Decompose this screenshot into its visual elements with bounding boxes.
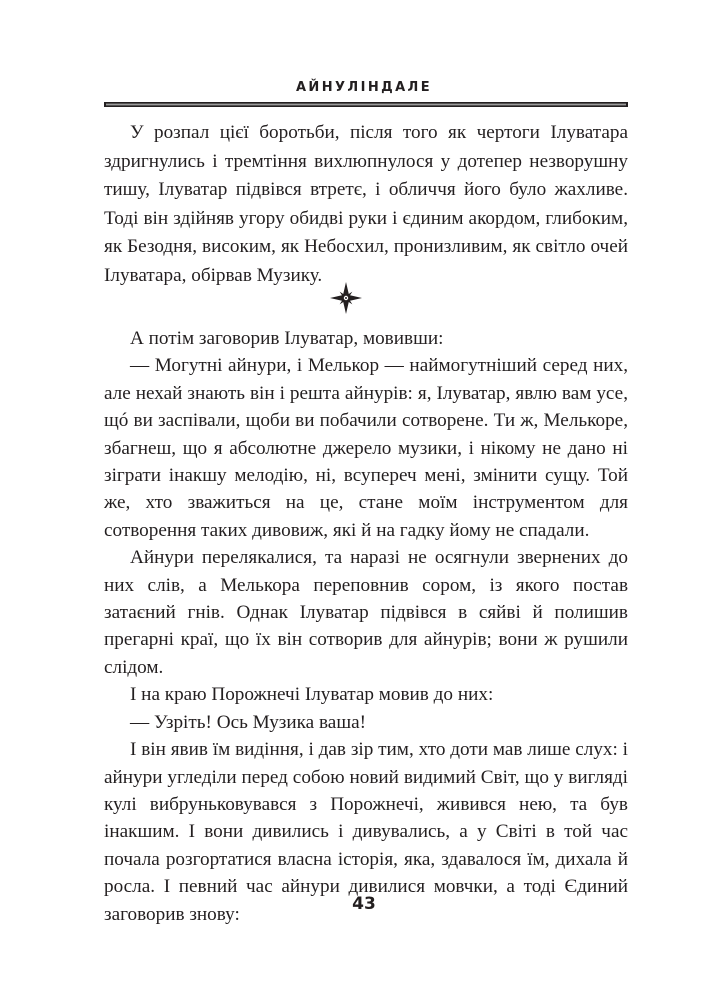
compass-star-icon [329, 281, 363, 315]
header-rule [104, 101, 628, 108]
paragraph: У розпал цієї боротьби, після того як чертоги Ілуватара здригнулись і тремтіння вихлюпнулося у дотепер незворушну тишу, Ілуватар підвівся втретє, і обличчя його було жахливе. Тоді він здійняв угору обидві руки і єдиним акордом, глибоким, як Безодня, високим, як Небосхил, пронизливим, як світло очей Ілуватара, обірвав Музику. [104, 122, 628, 286]
paragraph: — Узріть! Ось Музика ваша! [130, 711, 367, 733]
paragraph: — Могутні айнури, і Мелькор — наймогутніший серед них, але нехай знають він і решта айнурів: я, Ілуватар, явлю вам усе, щó ви заспівали, щоби ви побачили сотворене. Ти ж, Мелькоре, збагнеш, що я абсолютне джерело музики, і нікому не дано ні зіграти інакшу мелодію, ні, всупереч мені, змінити сущу. Той же, хто зважиться на це, стане моїм інструментом для сотворення таких дивовиж, які й на гадку йому не спадали. [104, 355, 628, 541]
paragraph: І він явив їм видіння, і дав зір тим, хто доти мав лише слух: і айнури угледіли перед собою новий видимий Світ, що у вигляді кулі вибруньковувався з Порожнечі, живився нею, та був інакшим. І вони дивились і дивувались, а у Світі в той час почала розгортатися власна історія, яка, здавалося їм, дихала й росла. І певний час айнури дивилися мовчки, а тоді Єдиний заговорив знову: [104, 739, 628, 925]
text-block-2 [104, 325, 628, 928]
running-head: АЙНУЛІНДАЛЕ [295, 80, 433, 95]
paragraph: І на краю Порожнечі Ілуватар мовив до них: [130, 684, 494, 706]
page-number: 43 [352, 894, 376, 914]
text-block-1 [104, 119, 628, 291]
paragraph: Айнури перелякалися, та наразі не осягнули звернених до них слів, а Мелькора переповнив сором, із якого постав затаєний гнів. Однак Ілуватар підвівся в сяйві й полишив прегарні краї, що їх він сотворив для айнурів; вони ж рушили слідом. [104, 547, 628, 678]
paragraph: А потім заговорив Ілуватар, мовивши: [130, 328, 444, 349]
